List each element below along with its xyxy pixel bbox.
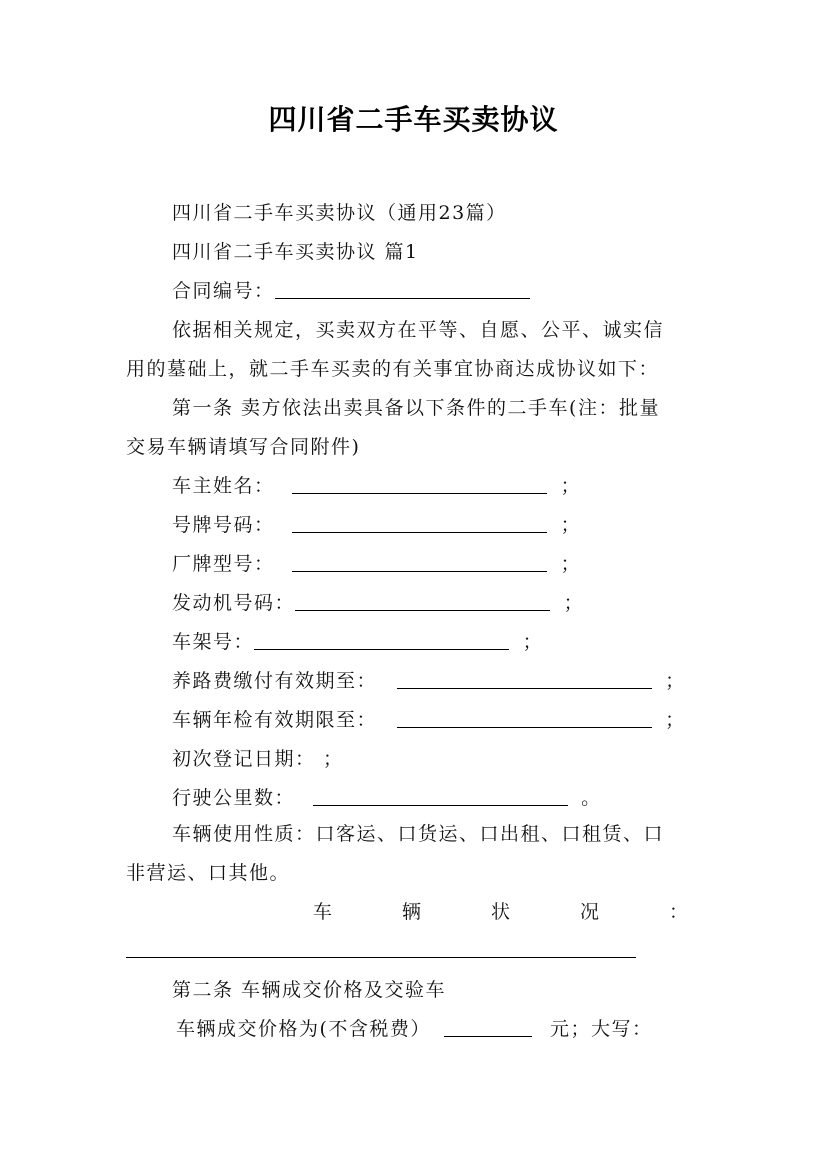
frame-number-blank[interactable]	[254, 631, 509, 650]
condition-char: 状	[490, 901, 510, 923]
frame-number-label: 车架号：	[172, 631, 255, 653]
condition-char: ：	[668, 901, 688, 923]
chapter-heading: 四川省二手车买卖协议 篇1	[172, 241, 419, 263]
mileage-period: 。	[581, 787, 602, 809]
road-fee-row	[172, 669, 686, 693]
road-fee-blank[interactable]	[397, 670, 652, 689]
usage-line-2: 非营运、口其他。	[126, 862, 291, 884]
article2-title: 第二条 车辆成交价格及交验车	[172, 979, 447, 1001]
frame-number-semicolon: ；	[522, 631, 544, 653]
inspection-row	[172, 708, 686, 732]
frame-number-row	[172, 630, 543, 654]
price-label: 车辆成交价格为(不含税费）	[176, 1018, 431, 1040]
mileage-label: 行驶公里数：	[172, 787, 296, 809]
price-blank[interactable]	[444, 1018, 532, 1037]
inspection-semicolon: ；	[665, 709, 686, 731]
mileage-blank[interactable]	[313, 787, 568, 806]
owner-name-row	[172, 474, 581, 498]
brand-model-blank[interactable]	[292, 553, 547, 572]
contract-number-row	[172, 279, 530, 303]
vehicle-condition-heading	[126, 900, 688, 924]
brand-model-label: 厂牌型号：	[172, 553, 275, 575]
usage-line-1: 车辆使用性质：口客运、口货运、口出租、口租赁、口	[172, 823, 665, 845]
inspection-label: 车辆年检有效期限至：	[172, 709, 378, 731]
price-row	[176, 1017, 653, 1041]
engine-number-label: 发动机号码：	[172, 592, 296, 614]
brand-model-row	[172, 552, 581, 576]
engine-number-row	[172, 591, 584, 615]
brand-model-semicolon: ；	[560, 553, 582, 575]
intro-paragraph-line-2: 用的墓础上，就二手车买卖的有关事宜协商达成协议如下：	[126, 358, 660, 380]
plate-number-blank[interactable]	[292, 514, 547, 533]
condition-char: 车	[313, 901, 333, 923]
price-suffix: 元；大写：	[550, 1018, 653, 1040]
inspection-blank[interactable]	[397, 709, 652, 728]
plate-number-semicolon: ；	[560, 514, 582, 536]
article1-line-2: 交易车辆请填写合同附件)	[126, 436, 361, 458]
road-fee-semicolon: ；	[665, 670, 686, 692]
contract-number-label: 合同编号：	[172, 280, 275, 302]
plate-number-label: 号牌号码：	[172, 514, 275, 536]
owner-name-label: 车主姓名：	[172, 475, 275, 497]
condition-char: 辆	[401, 901, 421, 923]
engine-number-semicolon: ；	[563, 592, 585, 614]
owner-name-blank[interactable]	[292, 475, 547, 494]
mileage-row	[172, 786, 602, 810]
engine-number-blank[interactable]	[295, 592, 550, 611]
first-registration-row: 初次登记日期： ；	[172, 748, 344, 770]
owner-name-semicolon: ；	[560, 475, 582, 497]
plate-number-row	[172, 513, 581, 537]
intro-paragraph-line-1: 依据相关规定，买卖双方在平等、自愿、公平、诚实信	[172, 319, 665, 341]
road-fee-label: 养路费缴付有效期至：	[172, 670, 378, 692]
condition-char: 况	[579, 901, 599, 923]
subtitle: 四川省二手车买卖协议（通用23篇）	[172, 202, 507, 224]
contract-number-blank[interactable]	[275, 280, 530, 299]
document-title: 四川省二手车买卖协议	[268, 103, 559, 136]
article1-line-1: 第一条 卖方依法出卖具备以下条件的二手车(注：批量	[172, 397, 660, 419]
vehicle-condition-blank[interactable]	[126, 957, 636, 958]
